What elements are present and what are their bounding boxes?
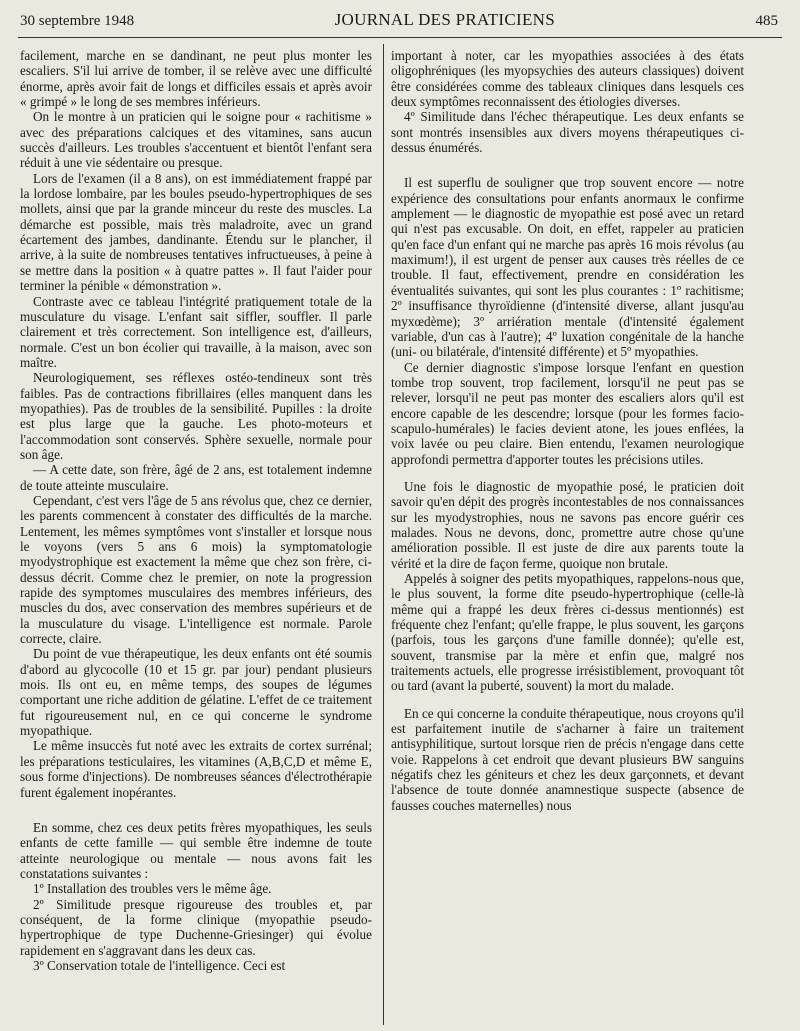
page-header — [20, 10, 778, 34]
list-item: 4º Similitude dans l'échec thérapeutique. Les deux enfants se sont montrés insensibles aux divers moyens thérapeutiques ci-dessus énumérés. — [391, 109, 744, 156]
paragraph: En somme, chez ces deux petits frères myopathiques, les seuls enfants de cette famille — qui semble être indemne de toute atteinte neurologique ou mentale — nous avons fait les constatations suivantes : — [20, 819, 372, 881]
paragraph: Neurologiquement, ses réflexes ostéo-tendineux sont très faibles. Pas de contractions fibrillaires (elles manquent dans les myopathies). Pas de troubles de la sensibilité. Pupilles : la droite est plus large que la gauche. Les photo-moteurs et l'accommodation sont conservés. Sphère sexuelle, normale pour son âge. — [20, 370, 372, 462]
list-item: 1º Installation des troubles vers le même âge. — [33, 881, 272, 897]
paragraph: Le même insuccès fut noté avec les extraits de cortex surrénal; les préparations testiculaires, les vitamines (A,B,C,D et même E, sous forme d'injections). De nombreuses séances d'électrothérapie furent également inopérantes. — [20, 738, 372, 800]
right-column — [391, 48, 744, 813]
paragraph: On le montre à un praticien qui le soigne pour « rachitisme » avec des préparations calciques et des vitamines, sans aucun succès d'ailleurs. Les troubles s'accentuent et bientôt l'enfant sera réduit à une vie sédentaire ou presque. — [20, 109, 372, 171]
paragraph: Lors de l'examen (il a 8 ans), on est immédiatement frappé par la lordose lombaire, par les boules pseudo-hypertrophiques de ses mollets, ainsi que par la grande minceur du reste des muscles. La démarche est possible, mais très maladroite, avec un grand écartement des jambes, dandinante. Étendu sur le plancher, il arrive, à la suite de nombreuses tentatives infructueuses, à peine à se mettre dans la position « à quatre pattes ». Il faut l'aider pour terminer la pénible « démonstration ». — [20, 170, 372, 294]
paragraph: En ce qui concerne la conduite thérapeutique, nous croyons qu'il est parfaitement inutile de s'acharner à faire un traitement antisyphilitique, surtout lorsque rien de précis n'engage dans cette voie. Rappelons à cet endroit que devant plusieurs BW sanguins négatifs chez les géniteurs et chez les deux garçonnets, et devant l'absence de toute donnée anamnestique suspecte (absence de fausses couches maternelles) nous — [391, 705, 745, 813]
paragraph: Une fois le diagnostic de myopathie posé, le praticien doit savoir qu'en dépit des progrès incontestables de nos connaissances sur les myodystrophies, nous ne savons pas encore guérir ces malades. Nous ne devons, donc, promettre autre chose qu'une amélioration possible. Il est juste de dire aux parents toute la vérité et la dire de façon ferme, quoique non brutale. — [391, 478, 744, 571]
header-date: 30 septembre 1948 — [20, 13, 135, 29]
paragraph: important à noter, car les myopathies associées à des états oligophréniques (les myopsychies des auteurs classiques) doivent être considérées comme des tableaux cliniques dans lesquels ces deux symptômes reconnaissent des étiologies diverses. — [391, 48, 744, 110]
paragraph: Il est superflu de souligner que trop souvent encore — notre expérience des consultations pour enfants anormaux le confirme amplement — le diagnostic de myopathie est posé avec un retard qui n'est pas excusable. On doit, en effet, rappeler au praticien qu'en face d'un enfant qui ne marche pas après 16 mois révolus (au maximum!), il est urgent de penser aux causes très réelles de ce trouble. Il faut, effectivement, prendre en considération les éventualités suivantes, qui sont les plus courantes : 1º rachitisme; 2º insuffisance thyroïdienne (d'intensité diverse, allant jusqu'au myxœdème); 3º arriération mentale (d'intensité également variable, d'un cas à l'autre); 4º luxation congénitale de la hanche (uni- ou bilatérale, d'intensité différente) et 5º myopathies. — [391, 175, 744, 360]
paragraph: Du point de vue thérapeutique, les deux enfants ont été soumis d'abord au glycocolle (10 et 15 gr. par jour) pendant plusieurs mois. Ils ont eu, en même temps, des soupes de légumes comportant une riche addition de gélatine. L'effet de ce traitement fut rigoureusement nul, en ce qui concerne le syndrome myopathique. — [20, 646, 372, 739]
paragraph: facilement, marche en se dandinant, ne peut plus monter les escaliers. S'il lui arrive de tomber, il se relève avec une difficulté énorme, après avoir fait de longs et difficiles essais et après avoir « grimpé » le long de ses membres inférieurs. — [20, 48, 372, 110]
list-item: 2º Similitude presque rigoureuse des troubles et, par conséquent, de la forme clinique (myopathie pseudo-hypertrophique de type Duchenne-Griesinger) qui évolue rapidement en s'aggravant dans les deux cas. — [20, 896, 372, 958]
paragraph: Cependant, c'est vers l'âge de 5 ans révolus que, chez ce dernier, les parents commencent à constater des difficultés de la marche. Lentement, les mêmes symptômes vont s'installer et lorsque nous le voyons (vers 5 ans 6 mois) la symptomatologie myodystrophique est exactement la même que chez son frère, ci-dessus décrit. Comme chez le premier, on note la progression rapide des symptomes musculaires des membres inférieurs, des muscles du dos, avec conservation des membres supérieurs et de la musculature du visage. L'intelligence est normale. Parole correcte, claire. — [20, 492, 372, 647]
page-number: 485 — [755, 13, 778, 29]
column-divider — [383, 44, 384, 1025]
paragraph: Appelés à soigner des petits myopathiques, rappelons-nous que, le plus souvent, la forme dite pseudo-hypertrophique (celle-là même qui a frappé les deux frères ci-dessus mentionnés) est fréquente chez l'enfant; qu'elle frappe, le plus souvent, les garçons (parfois, tous les garçons d'une famille donnée); qu'elle est, souvent, transmise par la mère et enfin que, malgré nos traitements actuels, elle progresse irrésistiblement, provoquant tôt ou tard (avant la puberté, souvent) la mort du malade. — [391, 571, 744, 694]
left-column — [20, 48, 372, 973]
header-rule — [18, 37, 782, 38]
list-item: 3º Conservation totale de l'intelligence. Ceci est — [33, 957, 286, 973]
journal-title: JOURNAL DES PRATICIENS — [334, 10, 556, 29]
paragraph: Contraste avec ce tableau l'intégrité pratiquement totale de la musculature du visage. L'enfant sait siffler, souffler. Il parle clairement et très correctement. Son intelligence est, d'ailleurs, normale. C'est un bon écolier qui travaille, à la maison, avec son maître. — [20, 293, 372, 370]
paragraph: Ce dernier diagnostic s'impose lorsque l'enfant en question tombe trop souvent, trop facilement, lorsqu'il ne peut pas se relever, lorsqu'il ne peut pas monter des escaliers alors qu'il est encore capable de les descendre; lorsque (pour les formes facio-scapulo-humérales) le facies devient atone, les joues enflées, la voix lavée ou peu claire. Bien entendu, l'examen neurologique approfondi permettra d'apporter toutes les précisions utiles. — [391, 359, 744, 467]
paragraph: — A cette date, son frère, âgé de 2 ans, est totalement indemne de toute atteinte musculaire. — [20, 462, 372, 493]
